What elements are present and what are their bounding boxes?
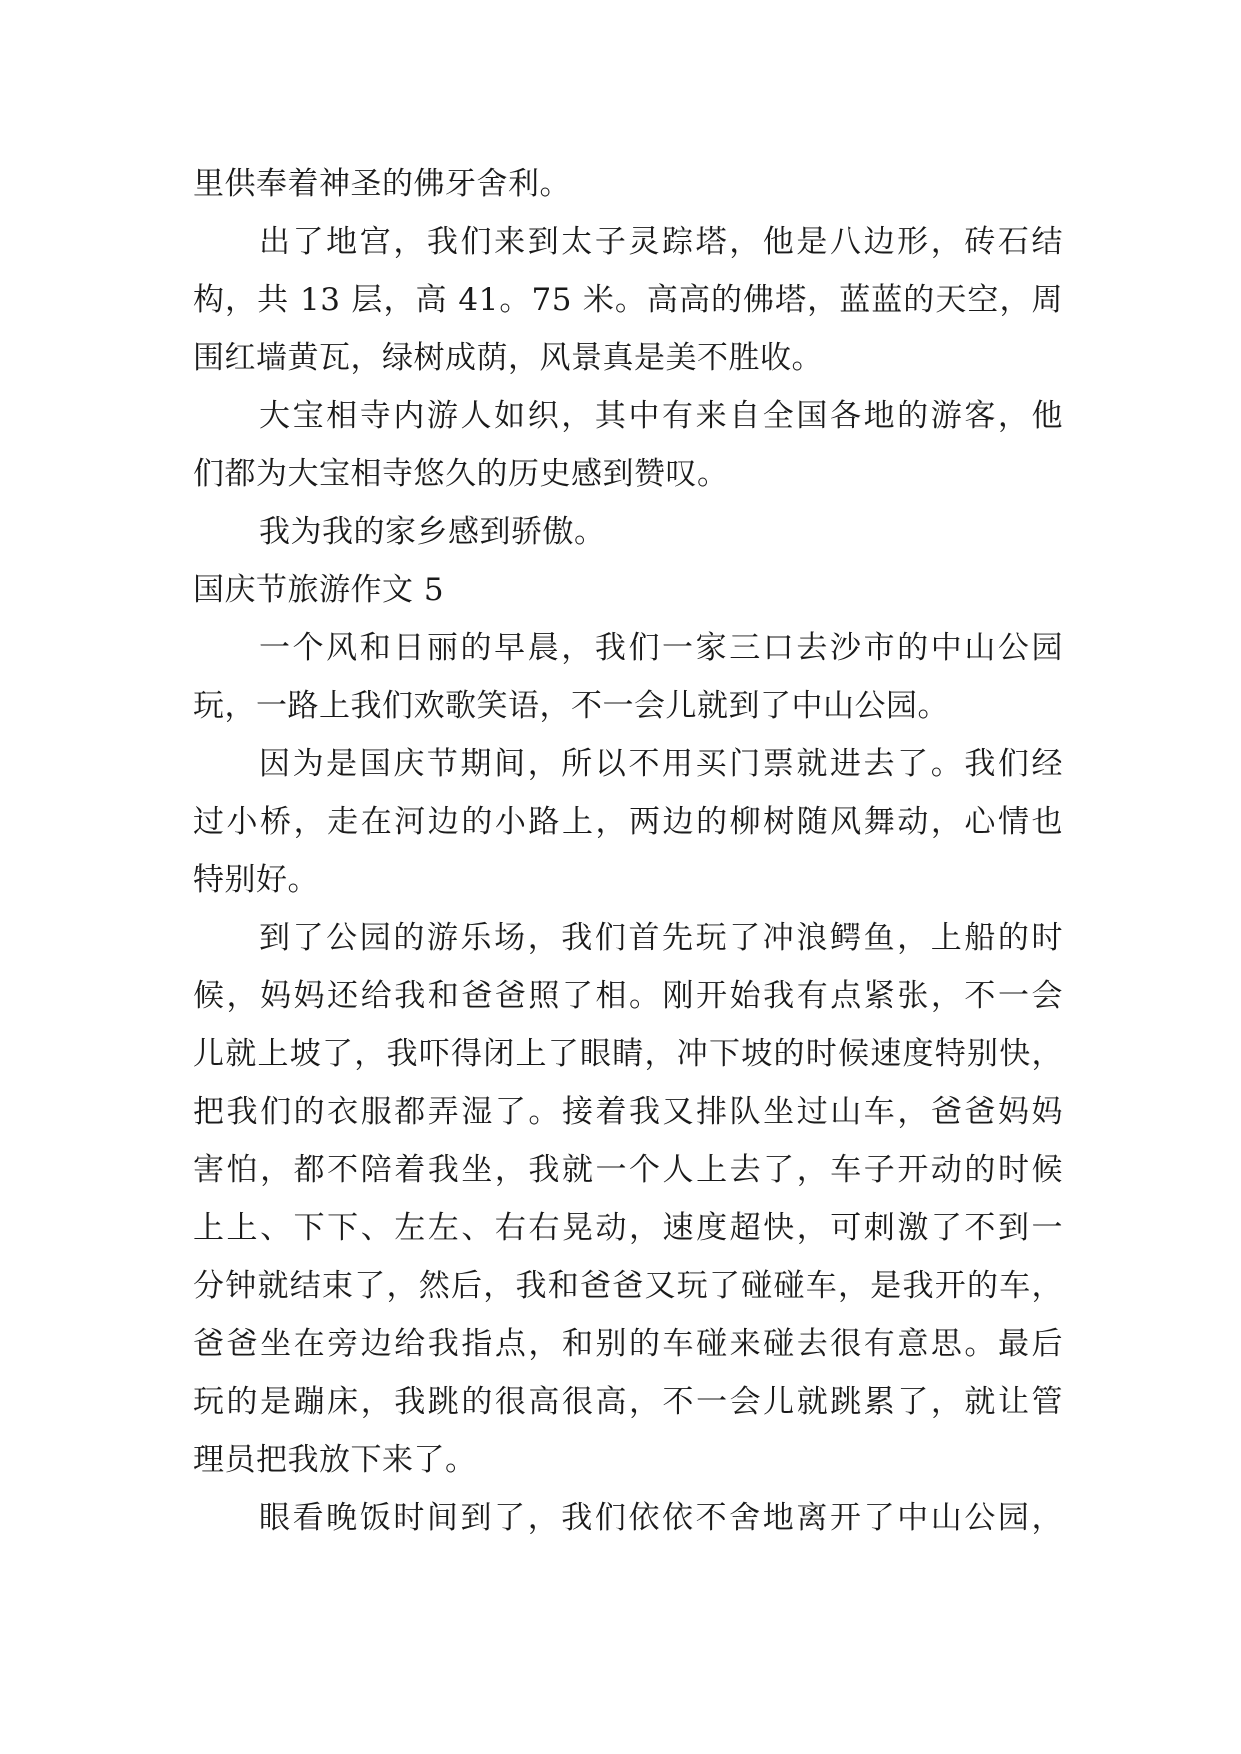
text-line: 爸爸坐在旁边给我指点，和别的车碰来碰去很有意思。最后	[193, 1326, 1063, 1362]
text-line: 里供奉着神圣的佛牙舍利。	[193, 166, 571, 202]
text-line: 玩，一路上我们欢歌笑语，不一会儿就到了中山公园。	[193, 688, 949, 724]
text-line: 上上、下下、左左、右右晃动，速度超快，可刺激了不到一	[193, 1210, 1063, 1246]
text-line: 我为我的家乡感到骄傲。	[259, 514, 606, 550]
text-line: 候，妈妈还给我和爸爸照了相。刚开始我有点紧张，不一会	[193, 978, 1063, 1014]
text-line: 围红墙黄瓦，绿树成荫，风景真是美不胜收。	[193, 340, 823, 376]
text-line: 理员把我放下来了。	[193, 1442, 477, 1478]
text-line: 玩的是蹦床，我跳的很高很高，不一会儿就跳累了，就让管	[193, 1384, 1063, 1420]
body-text	[193, 155, 1063, 1547]
text-line: 特别好。	[193, 862, 319, 898]
text-line: 过小桥，走在河边的小路上，两边的柳树随风舞动，心情也	[193, 804, 1063, 840]
text-line: 因为是国庆节期间，所以不用买门票就进去了。我们经	[259, 746, 1063, 782]
text-line: 害怕，都不陪着我坐，我就一个人上去了，车子开动的时候	[193, 1152, 1063, 1188]
text-line: 大宝相寺内游人如织，其中有来自全国各地的游客，他	[259, 398, 1063, 434]
text-line: 构，共 13 层，高 41。75 米。高高的佛塔，蓝蓝的天空，周	[193, 282, 1063, 318]
text-line: 一个风和日丽的早晨，我们一家三口去沙市的中山公园	[259, 630, 1063, 666]
text-line: 分钟就结束了，然后，我和爸爸又玩了碰碰车，是我开的车，	[193, 1268, 1063, 1304]
text-line: 把我们的衣服都弄湿了。接着我又排队坐过山车，爸爸妈妈	[193, 1094, 1063, 1130]
text-line: 们都为大宝相寺悠久的历史感到赞叹。	[193, 456, 729, 492]
section-heading: 国庆节旅游作文 5	[193, 572, 445, 608]
text-line: 出了地宫，我们来到太子灵踪塔，他是八边形，砖石结	[259, 224, 1063, 260]
text-line: 到了公园的游乐场，我们首先玩了冲浪鳄鱼，上船的时	[259, 920, 1063, 956]
text-line: 儿就上坡了，我吓得闭上了眼睛，冲下坡的时候速度特别快，	[193, 1036, 1063, 1072]
text-line: 眼看晚饭时间到了，我们依依不舍地离开了中山公园，	[259, 1500, 1063, 1536]
